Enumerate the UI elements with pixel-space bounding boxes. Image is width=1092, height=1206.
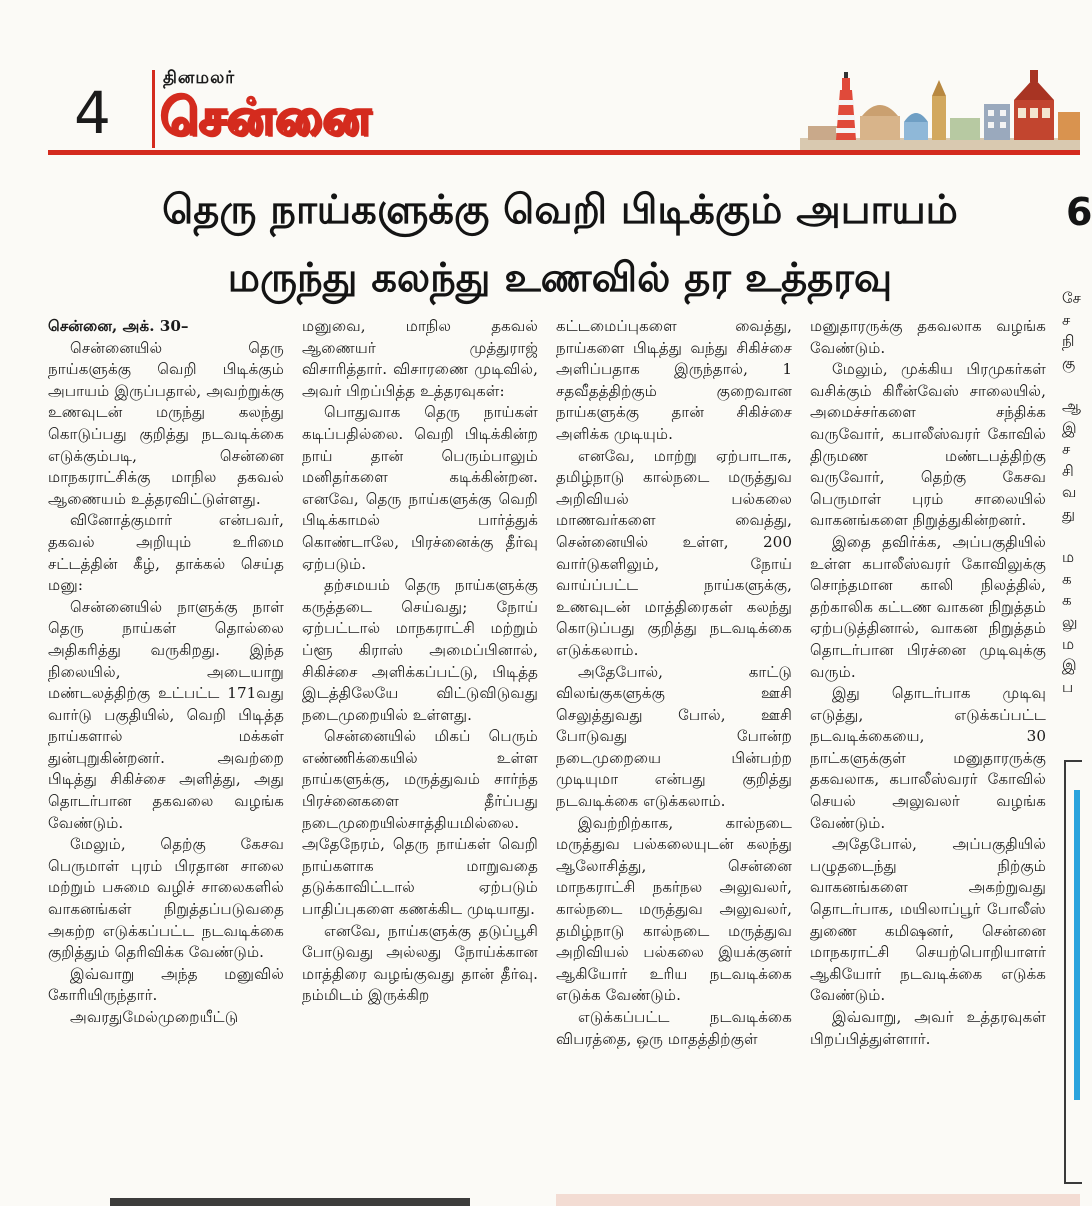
adjacent-article-text: சே ச நி கு ஆ இ ச சி வ து ம க க லு ம இ ப: [1062, 289, 1081, 696]
article-column-1: [48, 316, 284, 1180]
paragraph: சென்னையில் நாளுக்கு நாள் தெரு நாய்கள் தொல்லை அதிகரித்து வருகிறது. இந்த நிலையில், அடையாறு மண்டலத்திற்கு உட்பட்ட 171வது வார்டு பகுதியில், வெறி பிடித்த நாய்களால் மக்கள் துன்புறுகின்றனர். அவற்றை பிடித்து சிகிச்சை அளித்து, அது தொடர்பான தகவலை வழங்க வேண்டும்.: [48, 597, 284, 832]
city-skyline-illustration: [800, 60, 1080, 152]
adjacent-headline-fragment: 6: [1066, 190, 1092, 234]
page-number: 4: [74, 79, 111, 147]
masthead-red-rule: [48, 150, 1080, 155]
paragraph: அவரதுமேல்முறையீட்டு: [70, 1008, 239, 1026]
dateline: சென்னை, அக். 30–: [48, 317, 189, 335]
paragraph: எனவே, மாற்று ஏற்பாடாக, தமிழ்நாடு கால்நடை மருத்துவ அறிவியல் பல்கலை மாணவர்களை வைத்து, சென்னையில் உள்ள, 200 வார்டுகளிலும், நோய் வாய்ப்பட்ட நாய்களுக்கு, உணவுடன் மாத்திரைகள் கலந்து கொடுப்பது குறித்து நடவடிக்கை எடுக்கலாம்.: [556, 446, 792, 659]
paragraph: கட்டமைப்புகளை வைத்து, நாய்களை பிடித்து வந்து சிகிச்சை அளிப்பதாக இருந்தால், 1 சதவீதத்திற்கும் குறைவான நாய்களுக்கு தான் சிகிச்சை அளிக்க முடியும்.: [556, 317, 792, 443]
section-title: சென்னை: [160, 88, 371, 146]
paragraph: இது தொடர்பாக முடிவு எடுத்து, எடுக்கப்பட்ட நடவடிக்கையை, 30 நாட்களுக்குள் மனுதாரருக்கு தகவலாக, கபாலீஸ்வரர் கோவில் செயல் அலுவலர் வழங்க வேண்டும்.: [810, 684, 1046, 832]
headline-line-1: தெரு நாய்களுக்கு வெறி பிடிக்கும் அபாயம்: [162, 187, 958, 233]
bottom-shaded-strip: [556, 1194, 1080, 1206]
paragraph: இதை தவிர்க்க, அப்பகுதியில் உள்ள கபாலீஸ்வரர் கோவிலுக்கு சொந்தமான காலி நிலத்தில், தற்காலிக கட்டண வாகன நிறுத்தம் ஏற்படுத்தினால், வாகன நிறுத்தம் தொடர்பான பிரச்னை முடிவுக்கு வரும்.: [810, 532, 1046, 681]
paragraph: அதேபோல், அப்பகுதியில் பழுதடைந்து நிற்கும் வாகனங்களை அகற்றுவது தொடர்பாக, மயிலாப்பூர் போலீஸ் துணை கமிஷனர், சென்னை மாநகராட்சி செயற்பொறியாளர் ஆகியோர் நடவடிக்கை எடுக்க வேண்டும்.: [810, 835, 1046, 1005]
paragraph: எடுக்கப்பட்ட நடவடிக்கை விபரத்தை, ஒரு மாதத்திற்குள்: [556, 1008, 792, 1048]
next-article-cutoff: [110, 1198, 470, 1206]
adjacent-advert-stripe: [1074, 790, 1080, 1100]
paragraph: தற்சமயம் தெரு நாய்களுக்கு கருத்தடை செய்வது; நோய் ஏற்பட்டால் மாநகராட்சி மற்றும் ப்ளூ கிராஸ் அமைப்பினால், சிகிச்சை அளிக்கப்பட்டு, பிடித்த இடத்திலேயே விட்டுவிடுவது நடைமுறையில் உள்ளது.: [302, 576, 538, 724]
newspaper-logo: தினமலர்: [163, 68, 236, 88]
paragraph: மனுதாரருக்கு தகவலாக வழங்க வேண்டும்.: [810, 317, 1046, 357]
paragraph: இவற்றிற்காக, கால்நடை மருத்துவ பல்கலையுடன் கலந்து ஆலோசித்து, சென்னை மாநகராட்சி நகர்நல அலுவலர், கால்நடை மருத்துவ அலுவலர், தமிழ்நாடு கால்நடை மருத்துவ அறிவியல் பல்கலை இயக்குனர் ஆகியோர் உரிய நடவடிக்கை எடுக்க வேண்டும்.: [556, 813, 792, 1005]
paragraph: சென்னையில் மிகப் பெரும் எண்ணிக்கையில் உள்ள நாய்களுக்கு, மருத்துவம் சார்ந்த பிரச்னைகளை தீர்ப்பது நடைமுறையில்சாத்தியமில்லை. அதேநேரம், தெரு நாய்கள் வெறி நாய்களாக மாறுவதை தடுக்காவிட்டால் ஏற்படும் பாதிப்புகளை கணக்கிட முடியாது.: [302, 727, 538, 919]
paragraph: எனவே, நாய்களுக்கு தடுப்பூசி போடுவது அல்லது நோய்க்கான மாத்திரை வழங்குவது தான் தீர்வு. நம்மிடம் இருக்கிற: [302, 921, 538, 1005]
paragraph: இவ்வாறு அந்த மனுவில் கோரியிருந்தார்.: [48, 964, 284, 1005]
paragraph: சென்னையில் தெரு நாய்களுக்கு வெறி பிடிக்கும் அபாயம் இருப்பதால், அவற்றுக்கு உணவுடன் மருந்து கலந்து கொடுப்பது குறித்து நடவடிக்கை எடுக்கும்படி, சென்னை மாநகராட்சிக்கு மாநில தகவல் ஆணையம் உத்தரவிட்டுள்ளது.: [48, 338, 284, 508]
masthead-separator: [152, 70, 155, 148]
paragraph: வினோத்குமார் என்பவர், தகவல் அறியும் உரிமை சட்டத்தின் கீழ், தாக்கல் செய்த மனு:: [48, 511, 284, 595]
paragraph: அதேபோல், காட்டு விலங்குகளுக்கு ஊசி செலுத்துவது போல், ஊசி போடுவது போன்ற நடைமுறையை பின்பற்ற முடியுமா என்பது குறித்து நடவடிக்கை எடுக்கலாம்.: [556, 662, 792, 811]
paragraph: பொதுவாக தெரு நாய்கள் கடிப்பதில்லை. வெறி பிடிக்கின்ற நாய் தான் பெரும்பாலும் மனிதர்களை கடிக்கின்றன. எனவே, தெரு நாய்களுக்கு வெறி பிடிக்காமல் பார்த்துக் கொண்டாலே, பிரச்னைக்கு தீர்வு ஏற்படும்.: [302, 403, 538, 573]
paragraph: மேலும், தெற்கு கேசவ பெருமாள் புரம் பிரதான சாலை மற்றும் பசுமை வழிச் சாலைகளில் வாகனங்கள் நிறுத்தப்படுவதை அகற்ற எடுக்கப்பட்ட நடவடிக்கை குறித்தும் தெரிவிக்க வேண்டும்.: [48, 835, 284, 962]
paragraph: மேலும், முக்கிய பிரமுகர்கள் வசிக்கும் கிரீன்வேஸ் சாலையில், அமைச்சர்களை சந்திக்க வருவோர், கபாலீஸ்வரர் கோவில் திருமண மண்டபத்திற்கு வருவோர், தெற்கு கேசவ பெருமாள் புரம் சாலையில் வாகனங்களை நிறுத்துகின்றனர்.: [810, 360, 1046, 530]
paragraph: இவ்வாறு, அவர் உத்தரவுகள் பிறப்பித்துள்ளார்.: [810, 1008, 1046, 1048]
article-column-3: [556, 316, 792, 1180]
article-column-4: [810, 316, 1046, 1180]
article-column-2: [302, 316, 538, 1180]
paragraph: மனுவை, மாநில தகவல் ஆணையர் முத்துராஜ் விசாரித்தார். விசாரணை முடிவில், அவர் பிறப்பித்த உத்தரவுகள்:: [302, 317, 538, 400]
headline-line-2: மருந்து கலந்து உணவில் தர உத்தரவு: [227, 255, 893, 301]
